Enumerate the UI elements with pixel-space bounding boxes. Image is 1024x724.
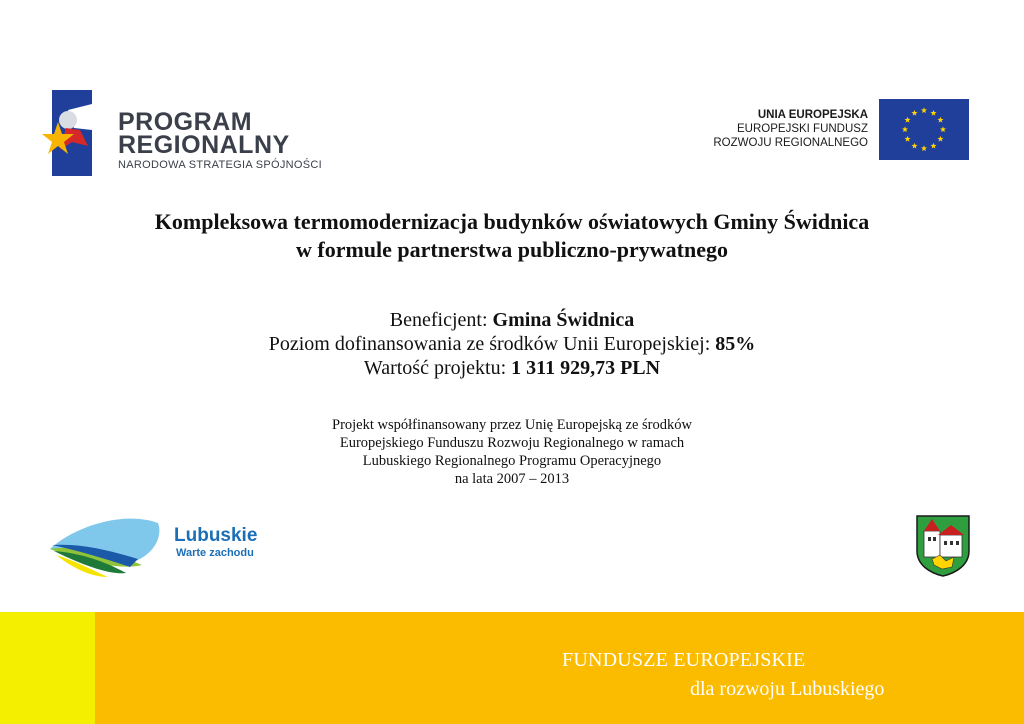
project-value-row [0, 356, 1024, 380]
project-info [0, 308, 1024, 380]
cofinancing-note-line3: Lubuskiego Regionalnego Programu Operacyjnego [362, 453, 662, 469]
cofinancing-value: 85% [715, 333, 756, 355]
project-title [0, 208, 1024, 264]
eu-logo-line3: ROZWOJU REGIONALNEGO [713, 137, 868, 149]
program-regionalny-line2: REGIONALNY [118, 131, 290, 159]
swidnica-coat-of-arms-icon [916, 515, 970, 577]
cofinancing-note [0, 416, 1024, 488]
eu-logo-line2: EUROPEJSKI FUNDUSZ [737, 123, 868, 135]
cofinancing-row [0, 332, 1024, 356]
lubuskie-slogan: Warte zachodu [176, 547, 254, 559]
project-value-label: Wartość projektu: [363, 357, 512, 379]
eu-logo-line1: UNIA EUROPEJSKA [757, 109, 868, 121]
cofinancing-note-line4: na lata 2007 – 2013 [454, 471, 570, 487]
project-value-value: 1 311 929,73 PLN [511, 357, 661, 379]
beneficiary-value: Gmina Świdnica [492, 309, 635, 331]
beneficiary-label: Beneficjent: [389, 309, 493, 331]
lubuskie-name: Lubuskie [174, 525, 258, 546]
program-regionalny-line1: PROGRAM [118, 108, 253, 136]
footer-line2: dla rozwoju Lubuskiego [690, 678, 885, 700]
lubuskie-logo [46, 515, 286, 581]
cofinancing-note-line2: Europejskiego Funduszu Rozwoju Regionalnego w ramach [339, 435, 685, 451]
eu-flag-icon [879, 99, 969, 160]
program-regionalny-subtitle: NARODOWA STRATEGIA SPÓJNOŚCI [118, 159, 322, 171]
footer-line1: FUNDUSZE EUROPEJSKIE [562, 649, 806, 671]
eu-logo-text [713, 108, 868, 150]
program-regionalny-logo [38, 90, 322, 180]
footer-band-yellow [0, 612, 95, 724]
project-title-line2: w formule partnerstwa publiczno-prywatnego [295, 237, 729, 262]
cofinancing-label: Poziom dofinansowania ze środków Unii Europejskiej: [268, 333, 716, 355]
footer-band-orange [95, 612, 1024, 724]
beneficiary-row [0, 308, 1024, 332]
lubuskie-wave-icon [46, 515, 162, 581]
program-regionalny-emblem-icon [38, 90, 98, 176]
project-title-line1: Kompleksowa termomodernizacja budynków oświatowych Gminy Świdnica [154, 209, 870, 234]
cofinancing-note-line1: Projekt współfinansowany przez Unię Europejską ze środków [332, 417, 692, 433]
